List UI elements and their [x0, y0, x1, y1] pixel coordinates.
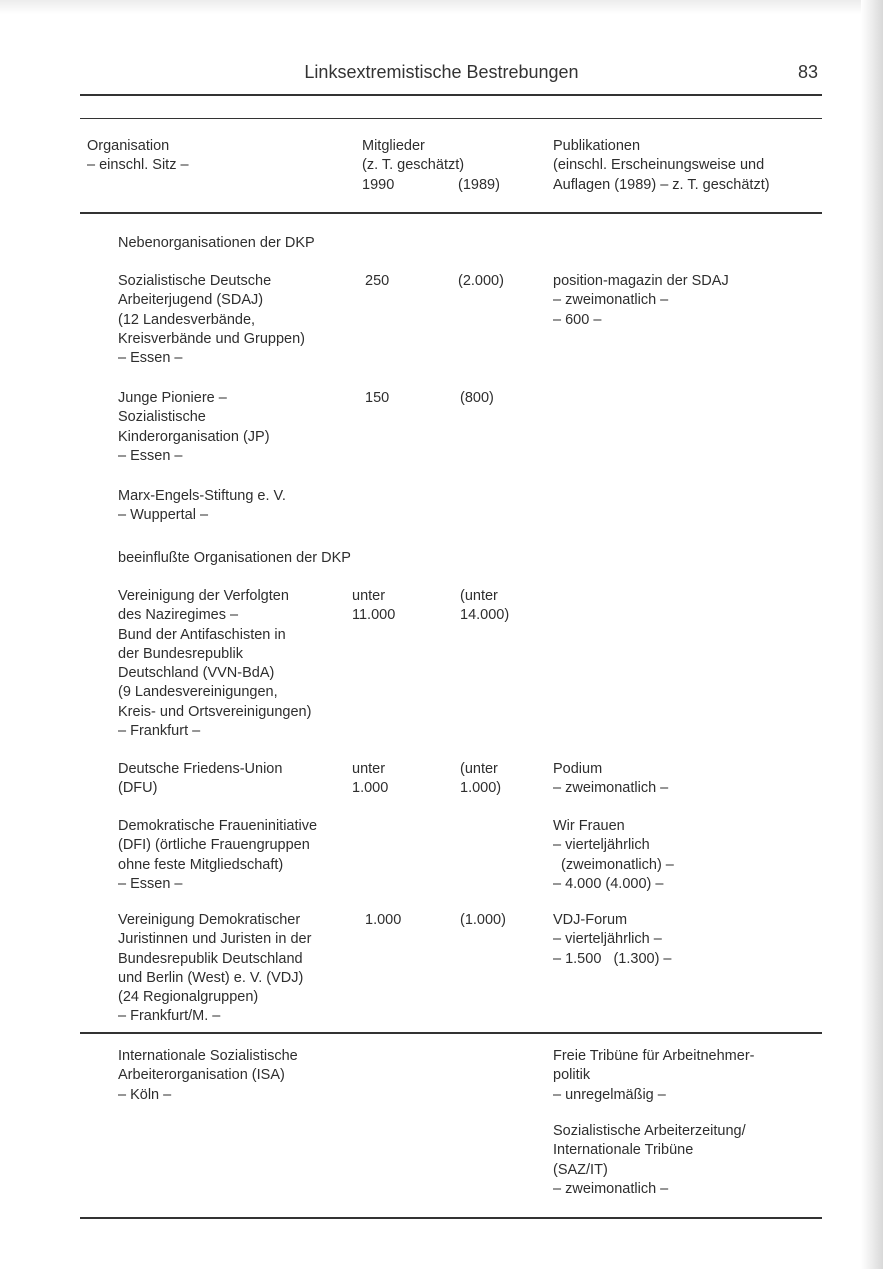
table-row-publication: Sozialistische Arbeiterzeitung/ Internationale Tribüne (SAZ/IT) – zweimonatlich – — [553, 1123, 746, 1197]
table-row-members-1990: 150 — [365, 390, 390, 406]
table-row-org: Marx-Engels-Stiftung e. V. – Wuppertal – — [118, 488, 286, 524]
table-row-org: Demokratische Fraueninitiative (DFI) (örtliche Frauengruppen ohne feste Mitgliedschaft) – Essen – — [118, 818, 318, 892]
table-row-org: Deutsche Friedens-Union (DFU) — [118, 761, 283, 797]
table-row-members-1989: (1.000) — [460, 912, 506, 928]
table-row-org: Internationale Sozialistische Arbeiterorganisation (ISA) – Köln – — [118, 1048, 298, 1103]
table-row-org: Vereinigung der Verfolgten des Naziregimes – Bund der Antifaschisten in der Bundesrepublik Deutschland (VVN-BdA) (9 Landesvereinigungen, Kreis- und Ortsvereinigungen) – Frankfurt – — [118, 588, 312, 740]
column-header-mitglieder: Mitglieder (z. T. geschätzt) — [362, 138, 465, 174]
table-row-org: Sozialistische Deutsche Arbeiterjugend (SDAJ) (12 Landesverbände, Kreisverbände und Gruppen) – Essen – — [118, 273, 306, 367]
table-row-members-1990: 250 — [365, 273, 390, 289]
table-row-publication: position-magazin der SDAJ – zweimonatlich – – 600 – — [553, 273, 729, 328]
scan-shadow-right — [861, 0, 883, 1269]
scan-shadow-top — [0, 0, 883, 14]
section-divider-rule — [80, 1032, 822, 1034]
running-title: Linksextremistische Bestrebungen — [304, 62, 579, 82]
header-rule-thin — [80, 118, 822, 119]
header-rule-thick — [80, 94, 822, 96]
column-header-publikationen: Publikationen (einschl. Erscheinungsweise und Auflagen (1989) – z. T. geschätzt) — [553, 138, 770, 193]
table-row-members-1990: 1.000 — [365, 912, 402, 928]
table-row-members-1989: (800) — [460, 390, 494, 406]
column-header-year-1990: 1990 — [362, 177, 395, 193]
column-header-year-1989: (1989) — [458, 177, 500, 193]
page-number: 83 — [798, 62, 819, 82]
column-header-organisation: Organisation – einschl. Sitz – — [87, 138, 189, 174]
table-row-org: Vereinigung Demokratischer Juristinnen und Juristen in der Bundesrepublik Deutschland und Berlin (West) e. V. (VDJ) (24 Regionalgruppen) – Frankfurt/M. – — [118, 912, 312, 1025]
table-row-publication: VDJ-Forum – vierteljährlich – – 1.500 (1.300) – — [553, 912, 672, 967]
section-heading-beeinflusst: beeinflußte Organisationen der DKP — [118, 550, 351, 566]
table-row-publication: Podium – zweimonatlich – — [553, 761, 669, 797]
table-header-rule — [80, 212, 822, 214]
table-row-members-1989: (unter 1.000) — [460, 761, 502, 797]
table-row-publication: Wir Frauen – vierteljährlich (zweimonatlich) – – 4.000 (4.000) – — [553, 818, 674, 892]
table-row-publication: Freie Tribüne für Arbeitnehmer- politik – unregelmäßig – — [553, 1048, 755, 1103]
table-row-members-1989: (2.000) — [458, 273, 504, 289]
table-row-org: Junge Pioniere – Sozialistische Kinderorganisation (JP) – Essen – — [118, 390, 270, 464]
section-heading-neben: Nebenorganisationen der DKP — [118, 235, 315, 251]
table-bottom-rule — [80, 1217, 822, 1219]
table-row-members-1990: unter 11.000 — [352, 588, 396, 624]
table-row-members-1990: unter 1.000 — [352, 761, 389, 797]
table-row-members-1989: (unter 14.000) — [460, 588, 510, 624]
